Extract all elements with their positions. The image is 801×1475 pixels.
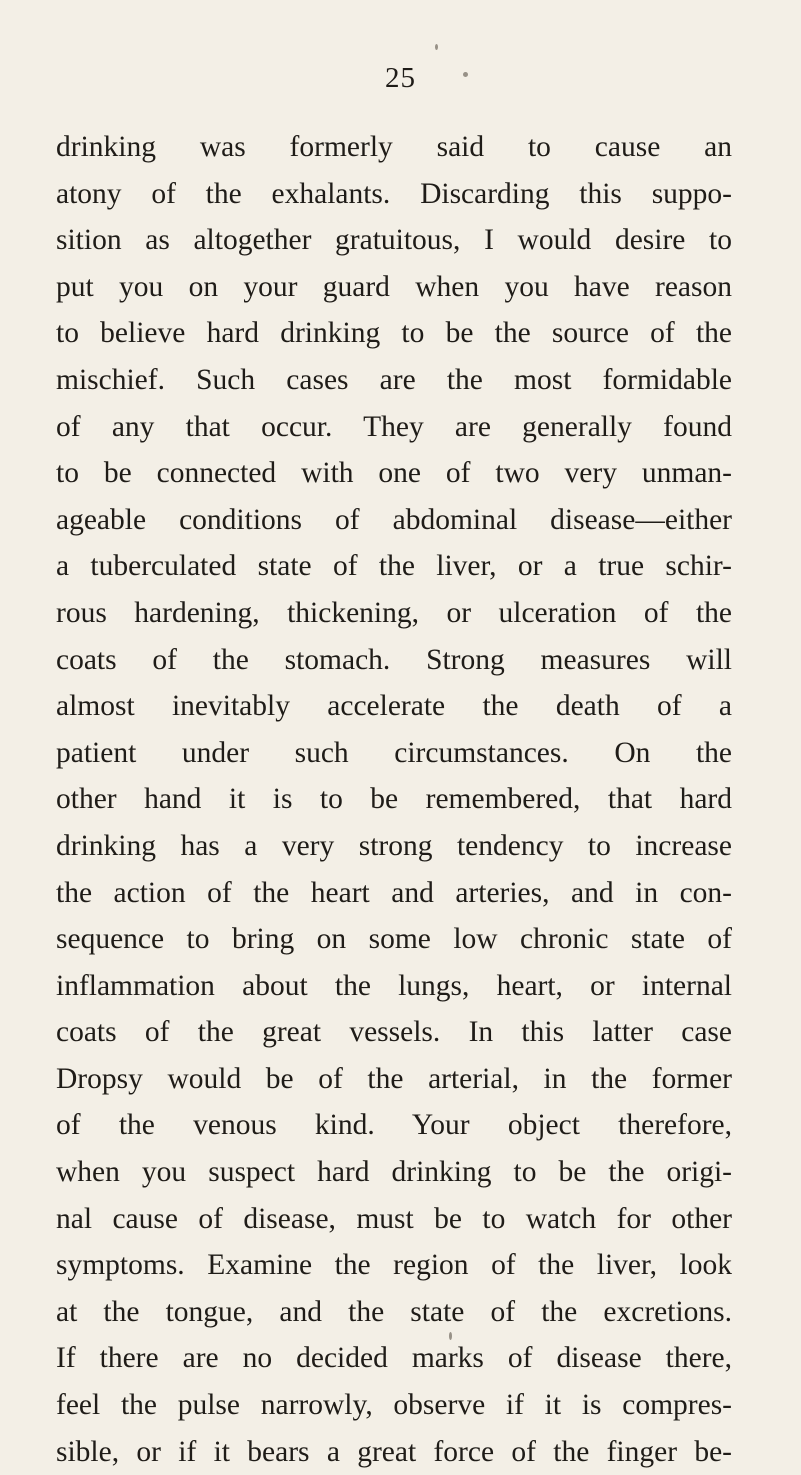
text-line: put you on your guard when you have reason [56, 270, 732, 303]
text-line: other hand it is to be remembered, that hard [56, 783, 732, 816]
text-line: If there are no decided marks of disease there, [56, 1342, 732, 1375]
text-line: Dropsy would be of the arterial, in the former [56, 1062, 732, 1095]
text-line: mischief. Such cases are the most formidable [56, 363, 732, 396]
text-line: to believe hard drinking to be the source of the [56, 317, 732, 350]
text-line: coats of the great vessels. In this latter case [56, 1016, 732, 1049]
text-line: of the venous kind. Your object therefore, [56, 1109, 732, 1142]
text-line: the action of the heart and arteries, and in con- [56, 876, 732, 909]
ink-speck [435, 44, 438, 50]
text-line: feel the pulse narrowly, observe if it is compres- [56, 1389, 732, 1422]
text-line: a tuberculated state of the liver, or a true schir- [56, 550, 732, 583]
text-line: patient under such circumstances. On the [56, 736, 732, 769]
text-line: ageable conditions of abdominal disease—either [56, 503, 732, 536]
text-line: drinking has a very strong tendency to increase [56, 829, 732, 862]
text-line: sequence to bring on some low chronic state of [56, 923, 732, 956]
text-line: at the tongue, and the state of the excretions. [56, 1295, 732, 1328]
text-line: rous hardening, thickening, or ulceration of the [56, 596, 732, 629]
text-line: symptoms. Examine the region of the liver, look [56, 1249, 732, 1282]
page-number: 25 [385, 62, 416, 94]
text-line: drinking was formerly said to cause an [56, 131, 732, 163]
text-line: almost inevitably accelerate the death of a [56, 690, 732, 723]
text-line: atony of the exhalants. Discarding this suppo- [56, 177, 732, 210]
text-line: of any that occur. They are generally found [56, 410, 732, 443]
text-line: inflammation about the lungs, heart, or internal [56, 969, 732, 1002]
text-line: nal cause of disease, must be to watch for other [56, 1202, 732, 1235]
text-line: to be connected with one of two very unman- [56, 457, 732, 490]
text-line: sition as altogether gratuitous, I would desire to [56, 224, 732, 257]
text-line: when you suspect hard drinking to be the origi- [56, 1156, 732, 1189]
text-line: sible, or if it bears a great force of the finger be- [56, 1435, 732, 1468]
text-line: coats of the stomach. Strong measures will [56, 643, 732, 676]
body-text [56, 124, 732, 1475]
